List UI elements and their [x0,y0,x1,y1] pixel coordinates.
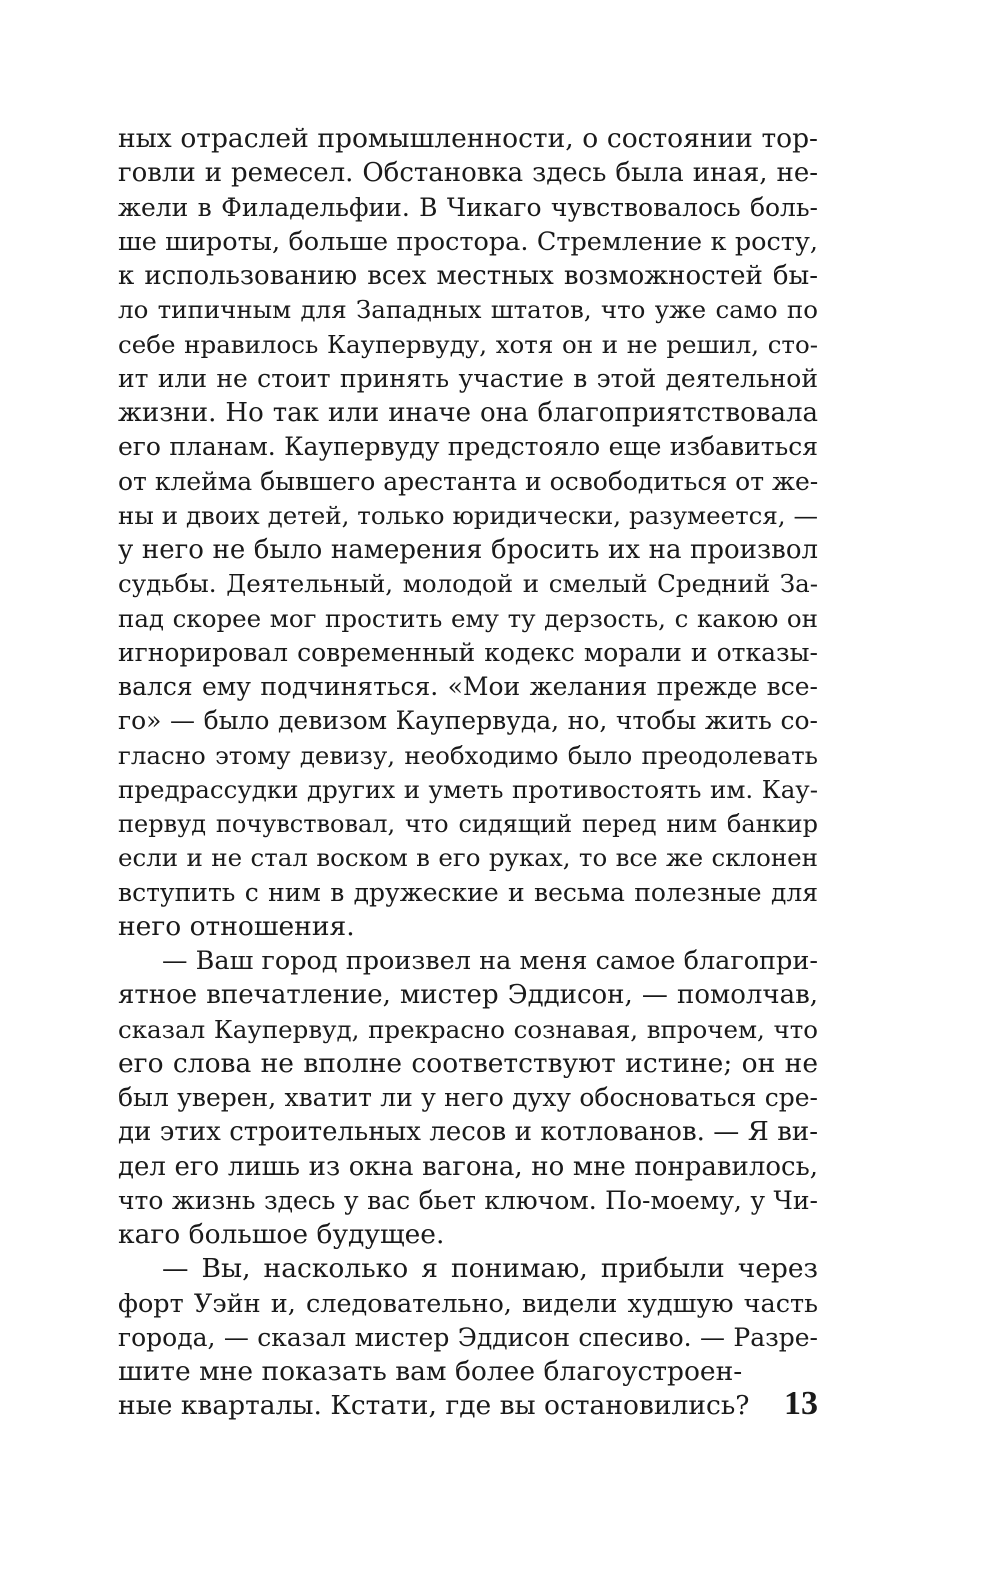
text-line: ные кварталы. Кстати, где вы остановились? [118,1390,750,1422]
text-line: ны и двоих детей, только юридически, разумеется, — [118,500,818,530]
text-line: города, — сказал мистер Эддисон спесиво. — Разре- [118,1322,818,1352]
text-line: судьбы. Деятельный, молодой и смелый Средний За- [118,569,818,599]
text-line: сказал Каупервуд, прекрасно сознавая, впрочем, что [118,1014,818,1044]
text-line: от клейма бывшего арестанта и освободиться от же- [118,466,819,496]
text-line: форт Уэйн и, следовательно, видели худшую часть [118,1288,818,1319]
text-line: него отношения. [118,910,355,942]
text-line: был уверен, хватит ли у него духу обосноваться сре- [118,1083,818,1112]
text-line: первуд почувствовал, что сидящий перед ним банкир [118,810,818,838]
text-line: пад скорее мог простить ему ту дерзость, с какою он [118,603,818,633]
text-line: ло типичным для Западных штатов, что уже само по [118,295,818,325]
text-line: что жизнь здесь у вас бьет ключом. По-моему, у Чи- [118,1185,818,1215]
text-line: гласно этому девизу, необходимо было преодолевать [118,740,818,770]
text-line: жели в Филадельфии. В Чикаго чувствовалось боль- [118,192,818,222]
text-line: предрассудки других и уметь противостоять им. Кау- [118,774,818,804]
text-line: го» — было девизом Каупервуда, но, чтобы жить со- [118,706,818,736]
text-line: к использованию всех местных возможностей бы- [118,261,818,291]
text-line: дел его лишь из окна вагона, но мне понравилось, [118,1151,818,1182]
text-line: каго большое будущее. [118,1219,445,1250]
text-line: себе нравилось Каупервуду, хотя он и не решил, сто- [118,329,818,359]
page-number: 13 [784,1385,818,1422]
text-line: говли и ремесел. Обстановка здесь была иная, не- [118,158,818,189]
text-line: у него не было намерения бросить их на произвол [118,535,818,565]
text-line: ше широты, больше простора. Стремление к росту, [118,226,818,257]
text-line: игнорировал современный кодекс морали и отказы- [118,637,818,667]
text-line: ных отраслей промышленности, о состоянии тор- [118,123,818,154]
text-line: вступить с ним в дружеские и весьма полезные для [118,877,818,907]
text-line: жизни. Но так или иначе она благоприятствовала [118,398,818,428]
text-line: — Вы, насколько я понимаю, прибыли через [162,1253,818,1285]
text-line: — Ваш город произвел на меня самое благопри- [162,946,818,976]
text-line: вался ему подчиняться. «Мои желания прежде все- [118,672,818,701]
text-line: его слова не вполне соответствуют истине; он не [118,1047,818,1079]
text-line: шите мне показать вам более благоустроен- [118,1356,743,1387]
body-text [118,122,818,1424]
text-line: ятное впечатление, мистер Эддисон, — помолчав, [118,980,818,1011]
text-line: если и не стал воском в его руках, то все же склонен [118,843,818,873]
text-line: ди этих строительных лесов и котлованов. — Я ви- [118,1117,818,1148]
text-line: его планам. Каупервуду предстояло еще избавиться [118,432,818,462]
text-line: ит или не стоит принять участие в этой деятельной [118,363,818,393]
